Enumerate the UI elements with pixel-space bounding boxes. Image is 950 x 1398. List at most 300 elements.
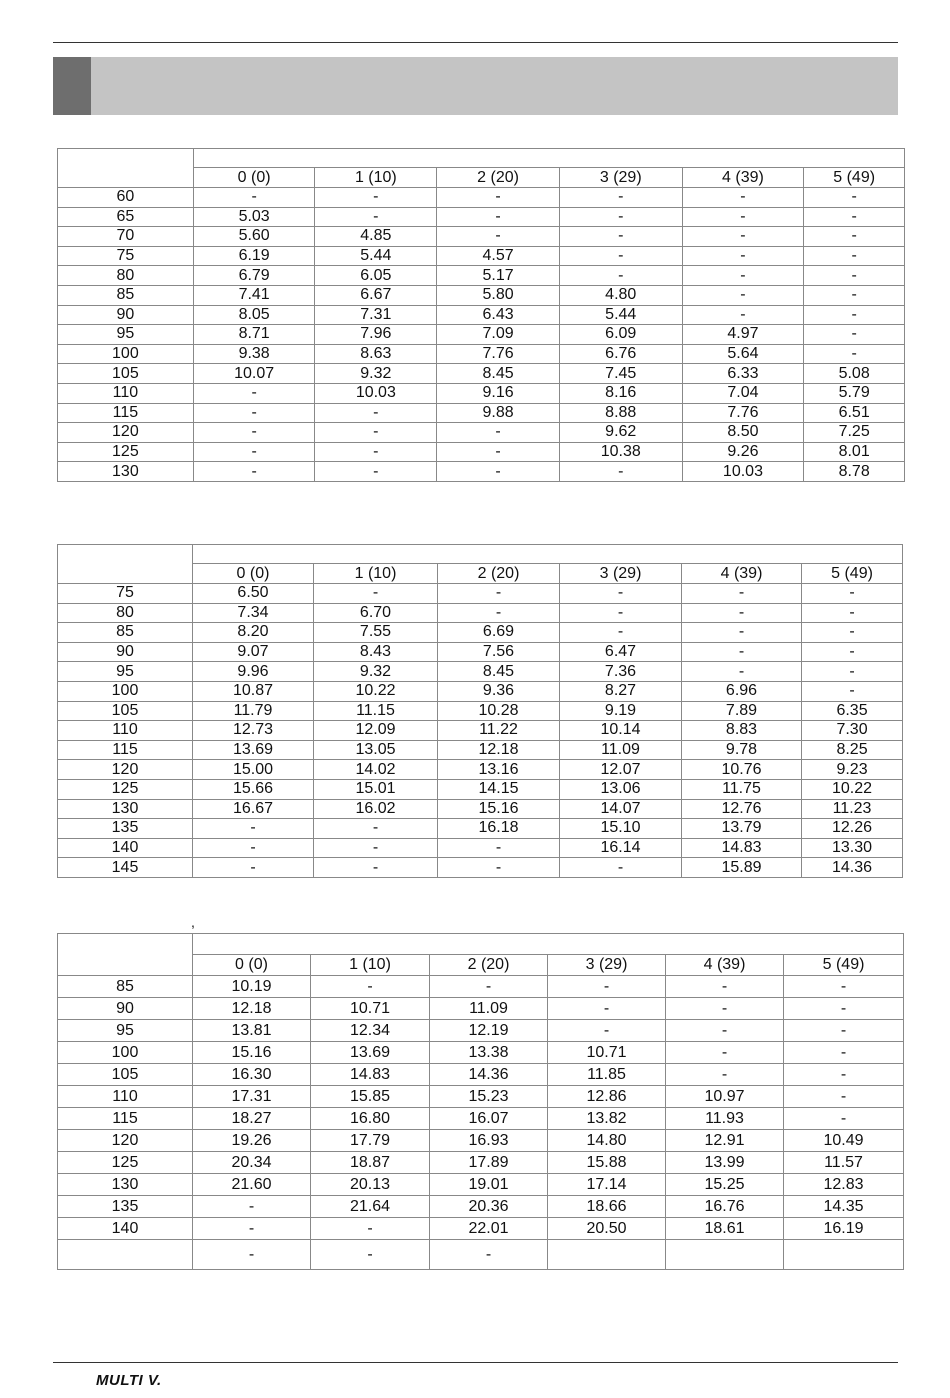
value-cell: 7.96: [315, 325, 437, 345]
value-cell: -: [559, 227, 682, 247]
row-label-cell: 95: [58, 1020, 193, 1042]
value-cell: 16.80: [311, 1108, 430, 1130]
table-row: [58, 779, 903, 799]
value-cell: 8.05: [193, 305, 315, 325]
row-label-cell: 75: [58, 584, 193, 604]
row-label-cell: 125: [58, 442, 194, 462]
value-cell: 15.16: [438, 799, 560, 819]
value-cell: 7.76: [437, 344, 560, 364]
value-cell: -: [193, 462, 315, 482]
value-cell: 9.32: [314, 662, 438, 682]
row-label-cell: 90: [58, 642, 193, 662]
value-cell: -: [193, 819, 314, 839]
header-corner-cell: [58, 934, 193, 976]
table-row: [58, 266, 905, 286]
value-cell: 13.69: [193, 740, 314, 760]
column-header: 3 (29): [559, 168, 682, 188]
row-label-cell: 120: [58, 423, 194, 443]
value-cell: 9.96: [193, 662, 314, 682]
value-cell: 16.67: [193, 799, 314, 819]
value-cell: 7.25: [804, 423, 905, 443]
table-row: [58, 976, 904, 998]
value-cell: 14.15: [438, 779, 560, 799]
value-cell: -: [559, 207, 682, 227]
value-cell: -: [315, 462, 437, 482]
value-cell: -: [682, 188, 804, 208]
value-cell: 16.93: [430, 1130, 548, 1152]
value-cell: -: [804, 246, 905, 266]
value-cell: 8.50: [682, 423, 804, 443]
value-cell: 13.82: [548, 1108, 666, 1130]
value-cell: 8.45: [438, 662, 560, 682]
value-cell: -: [437, 227, 560, 247]
capacity-table-2: [57, 544, 903, 878]
row-label-cell: 130: [58, 1174, 193, 1196]
value-cell: 15.88: [548, 1152, 666, 1174]
value-cell: 7.41: [193, 285, 315, 305]
value-cell: 12.09: [314, 721, 438, 741]
value-cell: -: [193, 442, 315, 462]
value-cell: 17.31: [193, 1086, 311, 1108]
value-cell: -: [315, 188, 437, 208]
value-cell: 5.44: [559, 305, 682, 325]
value-cell: -: [315, 207, 437, 227]
value-cell: -: [314, 819, 438, 839]
value-cell: 13.99: [666, 1152, 784, 1174]
value-cell: 7.89: [682, 701, 802, 721]
value-cell: 13.05: [314, 740, 438, 760]
row-label-cell: 120: [58, 1130, 193, 1152]
value-cell: 14.83: [311, 1064, 430, 1086]
value-cell: -: [682, 227, 804, 247]
row-label-cell: 115: [58, 1108, 193, 1130]
value-cell: -: [804, 207, 905, 227]
value-cell: 5.17: [437, 266, 560, 286]
value-cell: 6.51: [804, 403, 905, 423]
value-cell: -: [314, 584, 438, 604]
value-cell: 19.01: [430, 1174, 548, 1196]
value-cell: [784, 1240, 904, 1270]
value-cell: 7.56: [438, 642, 560, 662]
value-cell: 12.34: [311, 1020, 430, 1042]
value-cell: 10.49: [784, 1130, 904, 1152]
value-cell: 7.76: [682, 403, 804, 423]
value-cell: 16.19: [784, 1218, 904, 1240]
value-cell: 6.67: [315, 285, 437, 305]
value-cell: 8.45: [437, 364, 560, 384]
value-cell: -: [802, 603, 903, 623]
value-cell: -: [804, 325, 905, 345]
value-cell: 5.64: [682, 344, 804, 364]
table-row: [58, 858, 903, 878]
value-cell: 8.78: [804, 462, 905, 482]
value-cell: -: [804, 344, 905, 364]
value-cell: 11.85: [548, 1064, 666, 1086]
value-cell: 8.63: [315, 344, 437, 364]
row-label-cell: 130: [58, 462, 194, 482]
value-cell: 8.20: [193, 623, 314, 643]
table-row: [58, 584, 903, 604]
value-cell: 10.07: [193, 364, 315, 384]
column-header: 1 (10): [314, 564, 438, 584]
value-cell: -: [548, 976, 666, 998]
value-cell: 13.06: [560, 779, 682, 799]
value-cell: 12.76: [682, 799, 802, 819]
capacity-table-1: [57, 148, 905, 482]
value-cell: 7.31: [315, 305, 437, 325]
value-cell: 16.07: [430, 1108, 548, 1130]
value-cell: 17.14: [548, 1174, 666, 1196]
column-header: 5 (49): [802, 564, 903, 584]
value-cell: 14.80: [548, 1130, 666, 1152]
value-cell: 12.18: [438, 740, 560, 760]
row-label-cell: 110: [58, 1086, 193, 1108]
row-label-cell: 65: [58, 207, 194, 227]
value-cell: 9.16: [437, 383, 560, 403]
row-label-cell: 120: [58, 760, 193, 780]
value-cell: -: [438, 603, 560, 623]
table-row: [58, 285, 905, 305]
value-cell: -: [784, 1020, 904, 1042]
row-label-cell: 70: [58, 227, 194, 247]
table-row: [58, 642, 903, 662]
value-cell: 7.04: [682, 383, 804, 403]
value-cell: 9.26: [682, 442, 804, 462]
value-cell: 20.36: [430, 1196, 548, 1218]
value-cell: -: [193, 858, 314, 878]
header-group-cell: [193, 934, 904, 955]
table-row: [58, 662, 903, 682]
value-cell: -: [193, 1240, 311, 1270]
value-cell: 9.23: [802, 760, 903, 780]
table-row: [58, 1240, 904, 1270]
value-cell: 20.13: [311, 1174, 430, 1196]
header-group-cell: [193, 149, 904, 168]
value-cell: 6.96: [682, 681, 802, 701]
value-cell: 11.23: [802, 799, 903, 819]
value-cell: 7.30: [802, 721, 903, 741]
row-label-cell: 85: [58, 285, 194, 305]
value-cell: 10.38: [559, 442, 682, 462]
value-cell: 10.28: [438, 701, 560, 721]
value-cell: -: [193, 838, 314, 858]
value-cell: 9.62: [559, 423, 682, 443]
value-cell: 6.33: [682, 364, 804, 384]
value-cell: -: [311, 1218, 430, 1240]
value-cell: 8.88: [559, 403, 682, 423]
value-cell: -: [802, 662, 903, 682]
row-label-cell: 100: [58, 681, 193, 701]
value-cell: -: [437, 423, 560, 443]
value-cell: 5.03: [193, 207, 315, 227]
table-row: [58, 1218, 904, 1240]
value-cell: 11.57: [784, 1152, 904, 1174]
table-row: [58, 383, 905, 403]
table-row: [58, 740, 903, 760]
value-cell: -: [784, 1064, 904, 1086]
column-header: 3 (29): [560, 564, 682, 584]
value-cell: 9.32: [315, 364, 437, 384]
value-cell: -: [430, 976, 548, 998]
value-cell: -: [666, 1020, 784, 1042]
value-cell: 12.26: [802, 819, 903, 839]
value-cell: 9.36: [438, 681, 560, 701]
table-row: [58, 403, 905, 423]
value-cell: 10.22: [802, 779, 903, 799]
row-label-cell: 80: [58, 603, 193, 623]
value-cell: 5.80: [437, 285, 560, 305]
value-cell: 8.25: [802, 740, 903, 760]
value-cell: 8.01: [804, 442, 905, 462]
value-cell: -: [437, 442, 560, 462]
value-cell: 4.97: [682, 325, 804, 345]
value-cell: 4.85: [315, 227, 437, 247]
value-cell: 6.47: [560, 642, 682, 662]
row-label-cell: 80: [58, 266, 194, 286]
value-cell: 21.60: [193, 1174, 311, 1196]
value-cell: 5.60: [193, 227, 315, 247]
value-cell: 8.43: [314, 642, 438, 662]
column-header: 4 (39): [682, 168, 804, 188]
table-row: [58, 442, 905, 462]
row-label-cell: 125: [58, 779, 193, 799]
value-cell: -: [560, 623, 682, 643]
value-cell: -: [682, 603, 802, 623]
value-cell: -: [682, 246, 804, 266]
row-label-cell: 75: [58, 246, 194, 266]
banner-accent-block: [53, 57, 91, 115]
column-header: 4 (39): [666, 955, 784, 976]
row-label-cell: 85: [58, 976, 193, 998]
value-cell: -: [804, 305, 905, 325]
value-cell: 9.07: [193, 642, 314, 662]
table-row: [58, 1130, 904, 1152]
value-cell: 15.85: [311, 1086, 430, 1108]
value-cell: 5.79: [804, 383, 905, 403]
column-header: 4 (39): [682, 564, 802, 584]
row-label-cell: 110: [58, 721, 193, 741]
table-row: [58, 1174, 904, 1196]
value-cell: 7.34: [193, 603, 314, 623]
value-cell: -: [548, 1020, 666, 1042]
header-group-cell: [193, 545, 903, 564]
column-header: 1 (10): [311, 955, 430, 976]
header-corner-cell: [58, 149, 194, 188]
value-cell: 11.93: [666, 1108, 784, 1130]
row-label-cell: 90: [58, 305, 194, 325]
capacity-table-3: [57, 933, 904, 1270]
value-cell: 18.87: [311, 1152, 430, 1174]
value-cell: 8.71: [193, 325, 315, 345]
value-cell: -: [560, 603, 682, 623]
value-cell: 9.19: [560, 701, 682, 721]
row-label-cell: 140: [58, 838, 193, 858]
value-cell: -: [666, 1064, 784, 1086]
row-label-cell: 135: [58, 819, 193, 839]
value-cell: 5.44: [315, 246, 437, 266]
table-3-caption: ,: [191, 914, 195, 930]
table-row: [58, 1196, 904, 1218]
value-cell: 16.76: [666, 1196, 784, 1218]
value-cell: -: [559, 462, 682, 482]
value-cell: 18.66: [548, 1196, 666, 1218]
value-cell: 16.02: [314, 799, 438, 819]
value-cell: -: [682, 207, 804, 227]
value-cell: 9.78: [682, 740, 802, 760]
table-row: [58, 721, 903, 741]
value-cell: 12.18: [193, 998, 311, 1020]
table-row: [58, 1020, 904, 1042]
table-row: [58, 364, 905, 384]
value-cell: 18.61: [666, 1218, 784, 1240]
value-cell: 11.22: [438, 721, 560, 741]
row-label-cell: 140: [58, 1218, 193, 1240]
value-cell: 15.01: [314, 779, 438, 799]
value-cell: 22.01: [430, 1218, 548, 1240]
value-cell: 10.71: [311, 998, 430, 1020]
row-label-cell: 145: [58, 858, 193, 878]
value-cell: -: [784, 998, 904, 1020]
value-cell: -: [315, 442, 437, 462]
value-cell: -: [682, 662, 802, 682]
value-cell: 11.75: [682, 779, 802, 799]
table-row: [58, 344, 905, 364]
value-cell: -: [682, 285, 804, 305]
value-cell: 12.86: [548, 1086, 666, 1108]
value-cell: 12.07: [560, 760, 682, 780]
value-cell: -: [804, 227, 905, 247]
row-label-cell: 105: [58, 1064, 193, 1086]
value-cell: 9.38: [193, 344, 315, 364]
column-header: 2 (20): [438, 564, 560, 584]
row-label-cell: 100: [58, 1042, 193, 1064]
value-cell: -: [559, 188, 682, 208]
header-rule: [53, 42, 898, 43]
column-header: 1 (10): [315, 168, 437, 188]
value-cell: -: [315, 403, 437, 423]
table-row: [58, 1064, 904, 1086]
value-cell: -: [804, 266, 905, 286]
value-cell: 7.09: [437, 325, 560, 345]
table-row: [58, 246, 905, 266]
value-cell: 17.79: [311, 1130, 430, 1152]
value-cell: 17.89: [430, 1152, 548, 1174]
value-cell: 6.43: [437, 305, 560, 325]
row-label-cell: 115: [58, 403, 194, 423]
multi-v-logo: MULTI V.: [96, 1372, 162, 1389]
value-cell: -: [560, 858, 682, 878]
value-cell: -: [682, 266, 804, 286]
value-cell: -: [682, 305, 804, 325]
value-cell: 19.26: [193, 1130, 311, 1152]
value-cell: -: [559, 246, 682, 266]
table-row: [58, 998, 904, 1020]
value-cell: 6.76: [559, 344, 682, 364]
value-cell: 20.34: [193, 1152, 311, 1174]
row-label-cell: 90: [58, 998, 193, 1020]
value-cell: 10.76: [682, 760, 802, 780]
value-cell: -: [802, 642, 903, 662]
value-cell: 21.64: [311, 1196, 430, 1218]
value-cell: 11.79: [193, 701, 314, 721]
row-label-cell: 95: [58, 662, 193, 682]
value-cell: 12.73: [193, 721, 314, 741]
table-row: [58, 760, 903, 780]
value-cell: 6.69: [438, 623, 560, 643]
value-cell: 14.02: [314, 760, 438, 780]
row-label-cell: 85: [58, 623, 193, 643]
value-cell: -: [311, 1240, 430, 1270]
column-header: 0 (0): [193, 564, 314, 584]
value-cell: 13.81: [193, 1020, 311, 1042]
value-cell: 14.07: [560, 799, 682, 819]
value-cell: -: [193, 188, 315, 208]
table-row: [58, 681, 903, 701]
table-row: [58, 819, 903, 839]
table-row: [58, 1086, 904, 1108]
value-cell: -: [437, 207, 560, 227]
table-row: [58, 1042, 904, 1064]
value-cell: -: [193, 383, 315, 403]
value-cell: -: [802, 681, 903, 701]
value-cell: 15.89: [682, 858, 802, 878]
table-row: [58, 305, 905, 325]
table-row: [58, 701, 903, 721]
value-cell: 14.35: [784, 1196, 904, 1218]
row-label-cell: 100: [58, 344, 194, 364]
value-cell: 15.00: [193, 760, 314, 780]
value-cell: -: [314, 838, 438, 858]
value-cell: -: [437, 462, 560, 482]
value-cell: 10.03: [315, 383, 437, 403]
value-cell: 6.50: [193, 584, 314, 604]
value-cell: 15.66: [193, 779, 314, 799]
value-cell: 15.16: [193, 1042, 311, 1064]
value-cell: 11.09: [430, 998, 548, 1020]
value-cell: -: [193, 1218, 311, 1240]
value-cell: 8.16: [559, 383, 682, 403]
table-row: [58, 188, 905, 208]
header-corner-cell: [58, 545, 193, 584]
value-cell: 18.27: [193, 1108, 311, 1130]
value-cell: [666, 1240, 784, 1270]
value-cell: -: [438, 584, 560, 604]
value-cell: -: [682, 623, 802, 643]
value-cell: 10.22: [314, 681, 438, 701]
value-cell: 15.23: [430, 1086, 548, 1108]
table-row: [58, 799, 903, 819]
value-cell: [548, 1240, 666, 1270]
value-cell: 15.10: [560, 819, 682, 839]
value-cell: 13.16: [438, 760, 560, 780]
value-cell: 20.50: [548, 1218, 666, 1240]
row-label-cell: 115: [58, 740, 193, 760]
column-header: 0 (0): [193, 955, 311, 976]
value-cell: -: [559, 266, 682, 286]
value-cell: -: [804, 188, 905, 208]
value-cell: 12.83: [784, 1174, 904, 1196]
value-cell: -: [784, 1108, 904, 1130]
value-cell: 5.08: [804, 364, 905, 384]
value-cell: 13.38: [430, 1042, 548, 1064]
table-row: [58, 603, 903, 623]
value-cell: -: [193, 1196, 311, 1218]
value-cell: 16.14: [560, 838, 682, 858]
value-cell: 9.88: [437, 403, 560, 423]
value-cell: -: [560, 584, 682, 604]
value-cell: 16.18: [438, 819, 560, 839]
column-header: 5 (49): [784, 955, 904, 976]
